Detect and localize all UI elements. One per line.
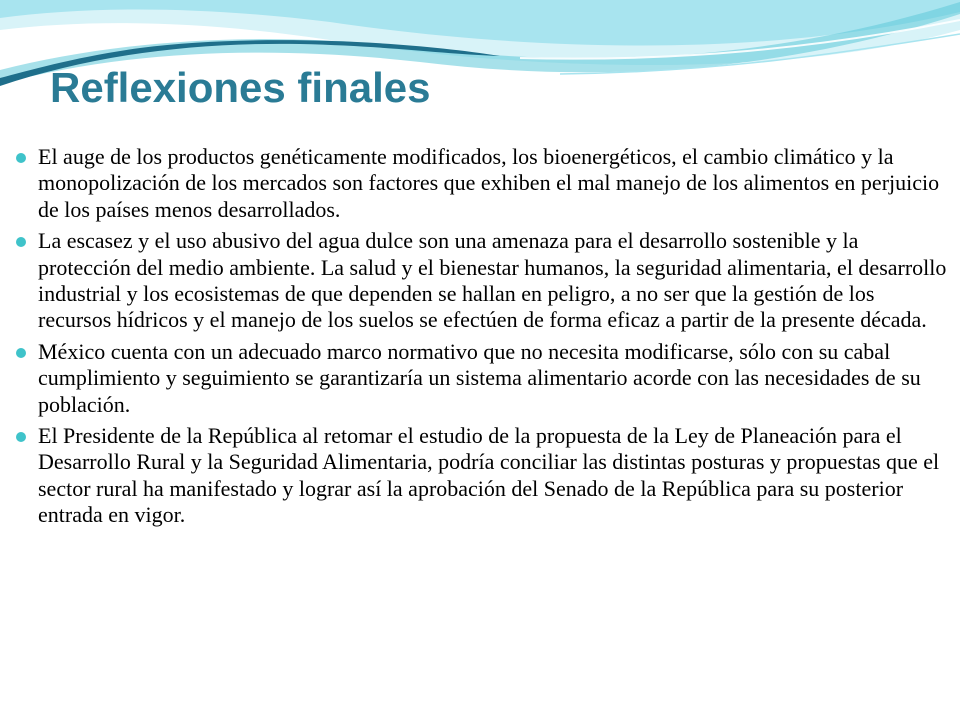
bullet-dot-icon <box>16 153 26 163</box>
bullet-list <box>16 144 948 534</box>
bullet-item <box>16 228 948 334</box>
bullet-dot-icon <box>16 432 26 442</box>
slide-title: Reflexiones finales <box>50 64 431 111</box>
bullet-text: México cuenta con un adecuado marco normativo que no necesita modificarse, sólo con su cabal cumplimiento y seguimiento se garantizaría un sistema alimentario acorde con las necesidades de su población. <box>38 338 921 417</box>
bullet-text: El Presidente de la República al retomar el estudio de la propuesta de la Ley de Planeación para el Desarrollo Rural y la Seguridad Alimentaria, podría conciliar las distintas posturas y propuestas que el sector rural ha manifestado y lograr así la aprobación del Senado de la República para su posterior entrada en vigor. <box>38 423 940 528</box>
bullet-item <box>16 339 948 418</box>
bullet-dot-icon <box>16 348 26 358</box>
bullet-item <box>16 423 948 529</box>
bullet-dot-icon <box>16 237 26 247</box>
bullet-item <box>16 144 948 223</box>
bullet-text: El auge de los productos genéticamente modificados, los bioenergéticos, el cambio climático y la monopolización de los mercados son factores que exhiben el mal manejo de los alimentos en perjuicio de los países menos desarrollados. <box>38 144 940 222</box>
bullet-text: La escasez y el uso abusivo del agua dulce son una amenaza para el desarrollo sostenible y la protección del medio ambiente. La salud y el bienestar humanos, la seguridad alimentaria, el desarrollo industrial y los ecosistemas de que dependen se hallan en peligro, a no ser que la gestión de los recursos hídricos y el manejo de los suelos se efectúen de forma eficaz a partir de la presente década. <box>38 228 947 333</box>
